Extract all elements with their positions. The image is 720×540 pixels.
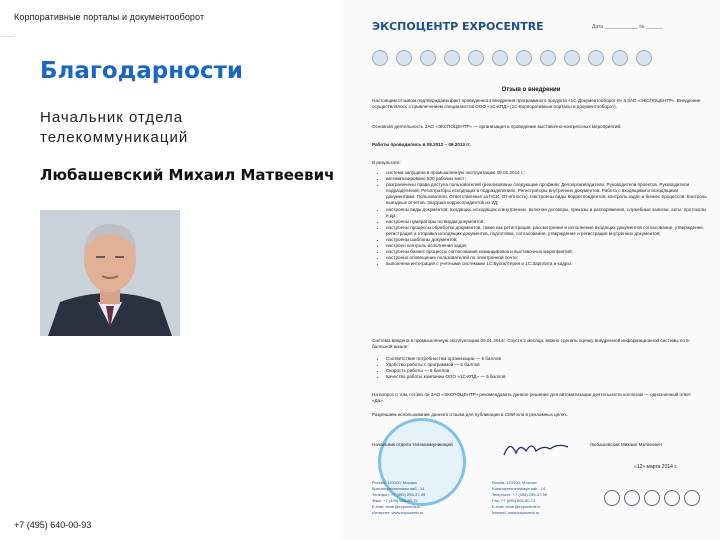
list-item: • настроены процессы обработки документов, такие как регистрация, рассмотрение и исполнение входящих документов согласование, утверждение, регистрация и отправка исходящих документов, подготовка, согласование, утверждение и регистрация внутренних документов; — [386, 225, 708, 237]
certification-seal-icon — [664, 490, 680, 506]
certification-seal-icon — [644, 490, 660, 506]
reference-letter-scan — [342, 0, 720, 540]
results-list — [378, 170, 708, 268]
footer-line: Россия, 123100, Москва — [372, 480, 417, 485]
partner-logo-icon — [636, 50, 652, 66]
letter-paragraph: Система введена в промышленную эксплуатацию 09.01.2014г. Спустя 2 месяца, можно сделать оценку внедренной информационной системы по 5-балльной шкале: — [372, 338, 691, 349]
list-item: • настроены бизнес-процессы согласования командировок и выставочных мероприятий; — [386, 249, 708, 255]
footer-address-en — [492, 480, 592, 516]
list-item: • настроены шаблоны документов; — [386, 237, 708, 243]
list-item: • настроен контроль исполнения задач; — [386, 243, 708, 249]
letter-paragraph: Настоящим отзывом подтверждаем факт проведенного внедрения программного продукта «1С-Документооборот 8» в ЗАО «ЭКСПОЦЕНТР». Внедрение осуществлялось с привлечением специалистов ООО «1С-КПД» (1С-Корпоративные порталы и документооборот). — [372, 98, 701, 109]
slide-left-panel — [14, 36, 342, 540]
person-photo — [40, 210, 180, 336]
certification-seal-icon — [624, 490, 640, 506]
person-position: Начальник отдела телекоммуникаций — [40, 109, 189, 146]
list-item: • настроено оповещение пользователей по электронной почте; — [386, 255, 708, 261]
list-item: • настроены нумераторы по видам документов; — [386, 219, 708, 225]
partner-logo-icon — [564, 50, 580, 66]
footer-line: Телефон: +7 (495) 255-37-99 — [372, 492, 426, 497]
scores-list — [378, 356, 708, 380]
slide-title: Благодарности — [40, 58, 244, 84]
list-item: • автоматизировано 530 рабочих мест; — [386, 176, 708, 182]
footer-line: Krasnopresnenskaya nab., 14 — [492, 486, 546, 491]
letter-paragraph: В результате: — [372, 160, 401, 165]
portrait-image — [40, 210, 180, 336]
signer-role: Начальник отдела телекоммуникаций — [372, 442, 453, 447]
list-item: • Соответствие потребностям организации — 5 баллов — [386, 356, 708, 362]
partner-logo-icon — [468, 50, 484, 66]
letter-paragraph: Работы проводились в 08.2012 – 09.2013 гг. — [372, 142, 471, 147]
list-item: • Удобство работы с программой — 5 баллов — [386, 362, 708, 368]
footer-line: Internet: www.expocentr.ru — [492, 510, 540, 515]
list-item: • Качество работы компании ООО «1С-КПД» — 5 баллов — [386, 374, 708, 380]
section-caption: Корпоративные порталы и документооборот — [14, 12, 205, 22]
person-name: Любашевский Михаил Матвеевич — [40, 166, 335, 184]
footer-line: Интернет: www.expocentr.ru — [372, 510, 424, 515]
footer-line: Краснопресненская наб., 14 — [372, 486, 425, 491]
letter-title: Отзыв о внедрении — [501, 87, 561, 93]
partner-logo-icon — [540, 50, 556, 66]
letterhead-brand-en: EXPOCENTRE — [462, 20, 544, 33]
partner-logo-icon — [492, 50, 508, 66]
letter-paragraph: Основная деятельность ЗАО «ЭКСПОЦЕНТР» — организация и проведение выставочно-конгрессных мероприятий. — [372, 124, 622, 129]
letterhead-brand-ru: ЭКСПОЦЕНТР — [372, 20, 459, 33]
list-item: • Скорость работы — 5 баллов — [386, 368, 708, 374]
partner-logo-icon — [372, 50, 388, 66]
letter-date: «12» марта 2014 г. — [634, 464, 677, 470]
letter-paragraph: Разрешаем использование данного отзыва для публикации в СМИ или в рекламных целях. — [372, 412, 568, 417]
certification-seal-icon — [604, 490, 620, 506]
handwritten-signature — [502, 437, 572, 459]
footer-line: Telephone: +7 (495) 255-37-99 — [492, 492, 548, 497]
contact-phone: +7 (495) 640-00-93 — [14, 520, 92, 530]
list-item: • система запущена в промышленную эксплуатацию 09.01.2014 г.; — [386, 170, 708, 176]
partner-logo-icon — [444, 50, 460, 66]
partner-logos-row — [372, 50, 702, 72]
footer-line: Fax: +7 (495) 605-60-72 — [492, 498, 536, 503]
letter-paragraph: На вопрос о том, готово ли ЗАО «ЭКСПОЦЕНТР» рекомендовать данное решение для автоматизации деятельности коллегам — однозначный ответ «Да». — [372, 392, 691, 403]
footer-line: E-mail: centr@expocentr.ru — [492, 504, 541, 509]
partner-logo-icon — [420, 50, 436, 66]
list-item: • настроены виды документов: входящих, исходящих и внутренних, включая договоры, приказы и распоряжения, служебные записки, акты, протоколы и др.; — [386, 207, 708, 219]
partner-logo-icon — [516, 50, 532, 66]
footer-line: Russia, 123100, Moscow — [492, 480, 537, 485]
letter-date-field: Дата ____________ № ______ — [592, 24, 663, 30]
partner-logo-icon — [588, 50, 604, 66]
list-item: • разграничены права доступа пользователей (реализованы следующие профили: Делопроизводители, Руководители проектов, Руководители подразделений, Регистраторы исходящих в подразделениях, Регистраторы внутренних документов. Работа с входящими и исходящими документами. Пользователи, Ответственные за НСИ. Отчетность). Настроены виды Корреспондентов, контроль задач и бизнес-процессов. Контроль выездных отчетов, Загрузка корреспондентов из УД; — [386, 182, 708, 206]
footer-line: E-mail: centr@expocentr.ru — [372, 504, 421, 509]
footer-certification-seals — [604, 490, 704, 511]
footer-address-ru — [372, 480, 472, 516]
footer-line: Факс: +7 (495) 605-60-72 — [372, 498, 418, 503]
partner-logo-icon — [612, 50, 628, 66]
certification-seal-icon — [684, 490, 700, 506]
partner-logo-icon — [396, 50, 412, 66]
list-item: • выполнена интеграция с учетными системами 1С:Бухгалтерия и 1С:Зарплата и кадры. — [386, 261, 708, 267]
signer-name: Любашевский Михаил Матвеевич — [590, 442, 662, 447]
